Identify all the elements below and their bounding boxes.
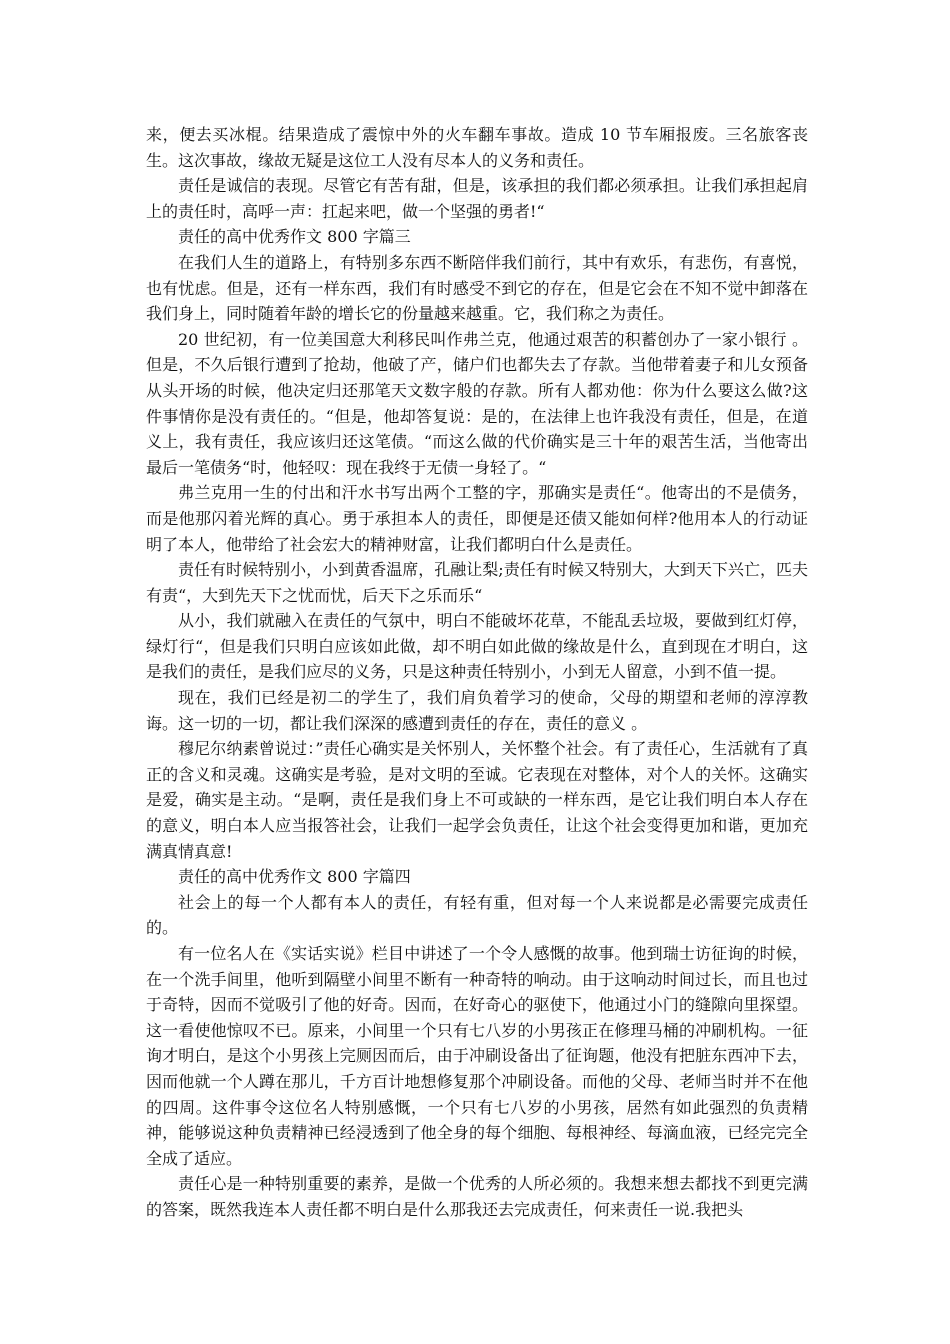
- paragraph: 来，便去买冰棍。结果造成了震惊中外的火车翻车事故。造成 10 节车厢报废。三名旅客丧生。这次事故，缘故无疑是这位工人没有尽本人的义务和责任。: [146, 125, 808, 170]
- paragraph: 责任心是一种特别重要的素养，是做一个优秀的人所必须的。我想来想去都找不到更完满的答案，既然我连本人责任都不明白是什么那我还去完成责任，何来责任一说.我把头: [146, 1174, 808, 1219]
- document-body: [146, 122, 808, 1223]
- paragraph: 责任有时候特别小，小到黄香温席，孔融让梨;责任有时候又特别大，大到天下兴亡，匹夫有责“，大到先天下之忧而忧，后天下之乐而乐“: [146, 560, 808, 605]
- paragraph: 有一位名人在《实话实说》栏目中讲述了一个令人感慨的故事。他到瑞士访征询的时候，在一个洗手间里，他听到隔壁小间里不断有一种奇特的响动。由于这响动时间过长，而且也过于奇特，因而不觉吸引了他的好奇。因而，在好奇心的驱使下，他通过小门的缝隙向里探望。这一看使他惊叹不已。原来，小间里一个只有七八岁的小男孩正在修理马桶的冲刷机构。一征询才明白，是这个小男孩上完厕因而后，由于冲刷设备出了征询题，他没有把脏东西冲下去，因而他就一个人蹲在那儿，千方百计地想修复那个冲刷设备。而他的父母、老师当时并不在他的四周。这件事令这位名人特别感慨，一个只有七八岁的小男孩，居然有如此强烈的负责精神，能够说这种负责精神已经浸透到了他全身的每个细胞、每根神经、每滴血液，已经完完全全成了适应。: [146, 944, 808, 1168]
- paragraph: 从小，我们就融入在责任的气氛中，明白不能破坏花草，不能乱丢垃圾，要做到红灯停，绿灯行“，但是我们只明白应该如此做，却不明白如此做的缘故是什么，直到现在才明白，这是我们的责任，是我们应尽的义务，只是这种责任特别小，小到无人留意，小到不值一提。: [146, 611, 808, 682]
- paragraph: 责任是诚信的表现。尽管它有苦有甜，但是，该承担的我们都必须承担。让我们承担起肩上的责任时，高呼一声：扛起来吧，做一个坚强的勇者!“: [146, 176, 808, 221]
- paragraph: 弗兰克用一生的付出和汗水书写出两个工整的字，那确实是责任“。他寄出的不是债务，而是他那闪着光辉的真心。勇于承担本人的责任，即便是还债又能如何样?他用本人的行动证明了本人，他带给了社会宏大的精神财富，让我们都明白什么是责任。: [146, 483, 808, 554]
- paragraph: 20 世纪初，有一位美国意大利移民叫作弗兰克，他通过艰苦的积蓄创办了一家小银行 。但是，不久后银行遭到了抢劫，他破了产，储户们也都失去了存款。当他带着妻子和儿女预备从头开场的时候，他决定归还那笔天文数字般的存款。所有人都劝他：你为什么要这么做?这件事情你是没有责任的。“但是，他却答复说：是的，在法律上也许我没有责任，但是，在道义上，我有责任，我应该归还这笔债。“而这么做的代价确实是三十年的艰苦生活，当他寄出最后一笔债务“时，他轻叹：现在我终于无债一身轻了。“: [146, 329, 808, 477]
- section-heading: 责任的高中优秀作文 800 字篇四: [178, 867, 411, 887]
- paragraph: 现在，我们已经是初二的学生了，我们肩负着学习的使命，父母的期望和老师的淳淳教诲。这一切的一切，都让我们深深的感遭到责任的存在，责任的意义 。: [146, 688, 808, 733]
- paragraph: 穆尼尔纳素曾说过：”责任心确实是关怀别人，关怀整个社会。有了责任心，生活就有了真正的含义和灵魂。这确实是考验，是对文明的至诚。它表现在对整体，对个人的关怀。这确实是爱，确实是主动。“是啊，责任是我们身上不可或缺的一样东西，是它让我们明白本人存在的意义，明白本人应当报答社会，让我们一起学会负责任，让这个社会变得更加和谐，更加充满真情真意!: [146, 739, 808, 861]
- section-heading: 责任的高中优秀作文 800 字篇三: [178, 227, 411, 247]
- paragraph: 社会上的每一个人都有本人的责任，有轻有重，但对每一个人来说都是必需要完成责任的。: [146, 892, 808, 938]
- paragraph: 在我们人生的道路上，有特别多东西不断陪伴我们前行，其中有欢乐，有悲伤，有喜悦，也有忧虑。但是，还有一样东西，我们有时感受不到它的存在，但是它会在不知不觉中卸落在我们身上，同时随着年龄的增长它的份量越来越重。它，我们称之为责任。: [146, 252, 808, 324]
